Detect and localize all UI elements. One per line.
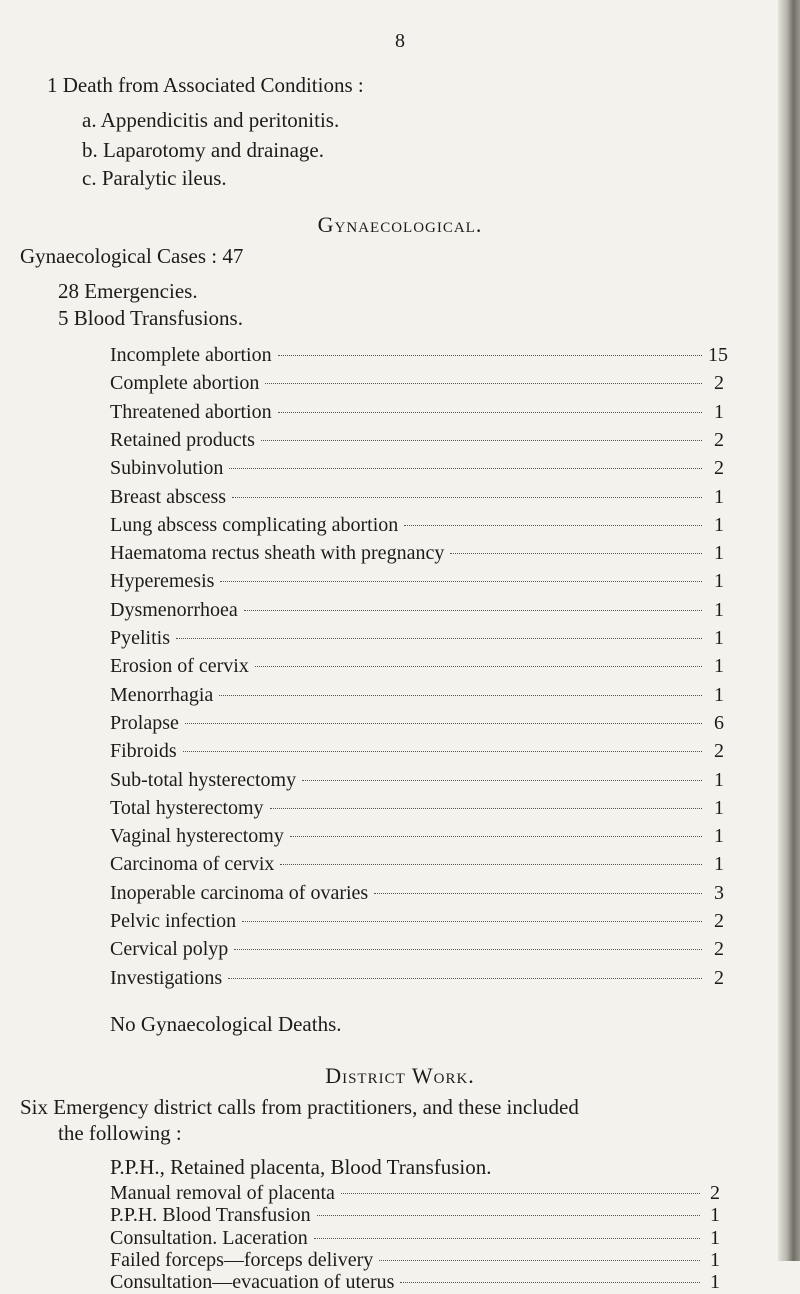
row-value: 1 bbox=[714, 683, 724, 706]
table-row bbox=[110, 541, 724, 565]
dot-leader bbox=[278, 355, 702, 356]
row-value: 1 bbox=[714, 853, 724, 876]
table-row bbox=[110, 371, 724, 395]
dot-leader bbox=[302, 780, 702, 781]
table-row bbox=[110, 852, 724, 876]
row-label: Investigations bbox=[110, 966, 223, 989]
no-gynae-deaths: No Gynaecological Deaths. bbox=[110, 1012, 342, 1036]
row-value: 1 bbox=[714, 598, 724, 621]
gynae-emergencies: 28 Emergencies. bbox=[58, 279, 198, 303]
row-label: Subinvolution bbox=[110, 457, 224, 480]
row-value: 1 bbox=[710, 1248, 720, 1271]
row-value: 2 bbox=[714, 938, 724, 961]
table-row bbox=[110, 937, 724, 961]
table-row bbox=[110, 343, 728, 367]
death-item: b. Laparotomy and drainage. bbox=[82, 138, 324, 162]
table-row bbox=[110, 683, 724, 707]
row-label: Hyperemesis bbox=[110, 570, 215, 593]
row-label: Total hysterectomy bbox=[110, 796, 264, 819]
row-label: Lung abscess complicating abortion bbox=[110, 513, 399, 536]
row-value: 1 bbox=[710, 1226, 720, 1249]
dot-leader bbox=[185, 723, 702, 724]
row-value: 2 bbox=[714, 740, 724, 763]
row-label: Consultation. Laceration bbox=[110, 1226, 308, 1249]
dot-leader bbox=[270, 808, 702, 809]
table-row bbox=[110, 513, 724, 537]
dot-leader bbox=[280, 864, 702, 865]
dot-leader bbox=[265, 383, 702, 384]
row-label: Erosion of cervix bbox=[110, 655, 249, 678]
table-row bbox=[110, 1270, 720, 1294]
dot-leader bbox=[278, 412, 702, 413]
dot-leader bbox=[261, 440, 702, 441]
row-label: Retained products bbox=[110, 428, 255, 451]
row-value: 1 bbox=[714, 655, 724, 678]
table-row bbox=[110, 400, 724, 424]
row-value: 1 bbox=[714, 400, 724, 423]
dot-leader bbox=[374, 893, 702, 894]
row-value: 1 bbox=[714, 627, 724, 649]
death-item: c. Paralytic ileus. bbox=[82, 166, 227, 190]
row-label: Breast abscess bbox=[110, 485, 227, 508]
death-item: a. Appendicitis and peritonitis. bbox=[82, 108, 340, 132]
dot-leader bbox=[255, 666, 702, 667]
dot-leader bbox=[341, 1193, 700, 1194]
deaths-heading: 1 Death from Associated Conditions : bbox=[47, 73, 364, 97]
dot-leader bbox=[176, 638, 702, 639]
row-label: Manual removal of placenta bbox=[110, 1182, 335, 1204]
row-value: 2 bbox=[714, 910, 724, 932]
dot-leader bbox=[404, 525, 702, 526]
gynae-cases: Gynaecological Cases : 47 bbox=[20, 244, 244, 268]
row-value: 1 bbox=[714, 570, 724, 593]
dot-leader bbox=[228, 978, 702, 979]
table-row bbox=[110, 1226, 720, 1250]
district-intro: Six Emergency district calls from practitioners, and these included bbox=[20, 1095, 579, 1119]
table-row bbox=[110, 1203, 720, 1227]
row-value: 3 bbox=[714, 881, 724, 904]
row-value: 2 bbox=[714, 372, 724, 395]
row-label: Menorrhagia bbox=[110, 683, 214, 706]
table-row bbox=[110, 654, 724, 678]
row-label: P.P.H. Blood Transfusion bbox=[110, 1204, 311, 1227]
table-row bbox=[110, 626, 724, 650]
dot-leader bbox=[400, 1282, 700, 1283]
district-pph-line: P.P.H., Retained placenta, Blood Transfusion. bbox=[110, 1155, 492, 1179]
row-value: 1 bbox=[714, 796, 724, 819]
table-row bbox=[110, 1181, 720, 1205]
row-value: 1 bbox=[714, 542, 724, 565]
row-label: Carcinoma of cervix bbox=[110, 853, 275, 876]
dot-leader bbox=[290, 836, 702, 837]
dot-leader bbox=[450, 553, 702, 554]
table-row bbox=[110, 881, 724, 905]
table-row bbox=[110, 796, 724, 820]
row-value: 1 bbox=[710, 1204, 720, 1227]
row-label: Cervical polyp bbox=[110, 938, 229, 961]
row-value: 15 bbox=[708, 344, 728, 366]
dot-leader bbox=[232, 497, 702, 498]
row-value: 1 bbox=[714, 485, 724, 508]
table-row bbox=[110, 1248, 720, 1272]
dot-leader bbox=[234, 949, 702, 950]
gynae-transfusions: 5 Blood Transfusions. bbox=[58, 306, 243, 330]
row-label: Pyelitis bbox=[110, 627, 171, 649]
table-row bbox=[110, 598, 724, 622]
gynae-heading: Gynaecological. bbox=[317, 212, 483, 237]
dot-leader bbox=[244, 610, 702, 611]
row-label: Fibroids bbox=[110, 740, 177, 763]
dot-leader bbox=[317, 1215, 700, 1216]
dot-leader bbox=[242, 921, 702, 922]
row-value: 1 bbox=[714, 825, 724, 848]
row-value: 2 bbox=[710, 1182, 720, 1204]
table-row bbox=[110, 456, 724, 480]
row-label: Complete abortion bbox=[110, 372, 260, 395]
district-intro-cont: the following : bbox=[58, 1121, 182, 1145]
dot-leader bbox=[220, 581, 702, 582]
row-value: 1 bbox=[714, 513, 724, 536]
row-value: 1 bbox=[710, 1271, 720, 1294]
table-row bbox=[110, 739, 724, 763]
row-label: Failed forceps—forceps delivery bbox=[110, 1248, 374, 1271]
table-row bbox=[110, 824, 724, 848]
row-value: 1 bbox=[714, 768, 724, 791]
dot-leader bbox=[183, 751, 702, 752]
table-row bbox=[110, 569, 724, 593]
table-row bbox=[110, 966, 724, 990]
page-number: 8 bbox=[395, 30, 405, 52]
table-row bbox=[110, 909, 724, 933]
table-row bbox=[110, 711, 724, 735]
dot-leader bbox=[314, 1238, 700, 1239]
row-label: Sub-total hysterectomy bbox=[110, 768, 297, 791]
dot-leader bbox=[219, 695, 702, 696]
row-label: Consultation—evacuation of uterus bbox=[110, 1271, 395, 1294]
row-value: 2 bbox=[714, 457, 724, 480]
table-row bbox=[110, 768, 724, 792]
row-label: Incomplete abortion bbox=[110, 344, 272, 366]
row-value: 2 bbox=[714, 966, 724, 989]
row-label: Prolapse bbox=[110, 711, 179, 734]
row-label: Threatened abortion bbox=[110, 400, 272, 423]
row-label: Vaginal hysterectomy bbox=[110, 825, 284, 848]
row-label: Haematoma rectus sheath with pregnancy bbox=[110, 542, 445, 565]
row-value: 6 bbox=[714, 711, 724, 734]
row-label: Pelvic infection bbox=[110, 910, 237, 932]
table-row bbox=[110, 485, 724, 509]
dot-leader bbox=[229, 468, 702, 469]
district-heading: District Work. bbox=[325, 1063, 475, 1088]
table-row bbox=[110, 428, 724, 452]
row-label: Dysmenorrhoea bbox=[110, 598, 238, 621]
row-label: Inoperable carcinoma of ovaries bbox=[110, 881, 369, 904]
row-value: 2 bbox=[714, 428, 724, 451]
